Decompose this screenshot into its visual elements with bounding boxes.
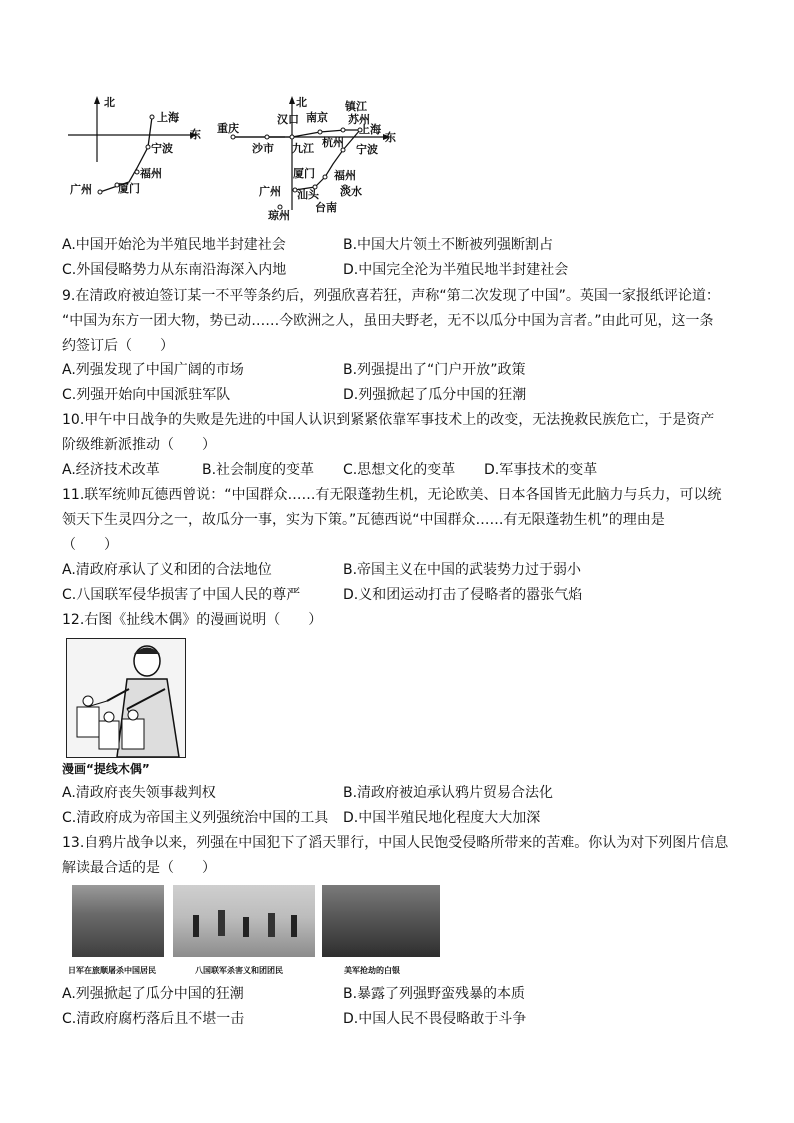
q13-option-d: D.中国人民不畏侵略敢于斗争 [343, 1011, 527, 1027]
q9-option-b: B.列强提出了“门户开放”政策 [343, 362, 526, 378]
map2-city: 南京 [306, 111, 328, 124]
photo-execution-figures [173, 885, 315, 957]
map2-city: 台南 [315, 201, 337, 214]
q8-option-c: C.外国侵略势力从东南沿海深入内地 [62, 262, 287, 278]
map2-east-label: 东 [385, 131, 396, 144]
q10-stem-line: 10.甲午中日战争的失败是先进的中国人认识到紧紧依靠军事技术上的改变，无法挽救民族危亡，于是资产 [62, 412, 715, 428]
map2-city: 宁波 [356, 143, 378, 156]
map1-city: 广州 [70, 183, 92, 196]
photo-caption: 美军抢劫的白银 [344, 966, 400, 975]
q12-option-b: B.清政府被迫承认鸦片贸易合法化 [343, 785, 554, 801]
q9-stem-line: 约签订后（ ） [62, 338, 174, 354]
q13-option-b: B.暴露了列强野蛮残暴的本质 [343, 986, 526, 1002]
photo-massacre [72, 885, 164, 957]
q9-stem-line: “中国为东方一团大物，势已动……今欧洲之人，虽田夫野老，无不以瓜分中国为言者。”由此可见，这一条 [62, 313, 714, 329]
q11-option-a: A.清政府承认了义和团的合法地位 [62, 562, 272, 578]
q12-option-a: A.清政府丧失领事裁判权 [62, 785, 216, 801]
q11-stem-line: （ ） [62, 537, 118, 553]
map2-city: 厦门 [293, 167, 315, 180]
q10-option-b: B.社会制度的变革 [202, 462, 315, 478]
map2-north-label: 北 [296, 96, 307, 109]
map1-east-label: 东 [190, 128, 201, 141]
map1-city: 福州 [140, 167, 162, 180]
map2-city: 汉口 [277, 113, 299, 126]
q8-option-a: A.中国开始沦为半殖民地半封建社会 [62, 237, 286, 253]
q10-option-c: C.思想文化的变革 [343, 462, 456, 478]
photo-execution [173, 885, 315, 957]
puppet-cartoon-drawing [67, 639, 185, 757]
map1-city: 宁波 [151, 142, 173, 155]
photo-caption: 日军在旅顺屠杀中国居民 [68, 966, 156, 975]
q10-option-d: D.军事技术的变革 [484, 462, 598, 478]
q12-option-d: D.中国半殖民地化程度大大加深 [343, 810, 541, 826]
q9-stem-line: 9.在清政府被迫签订某一不平等条约后，列强欣喜若狂，声称“第二次发现了中国”。英国一家报纸评论道： [62, 288, 720, 304]
map2-city: 沙市 [252, 142, 274, 155]
map2-city: 九江 [292, 142, 314, 155]
q11-option-b: B.帝国主义在中国的武装势力过于弱小 [343, 562, 582, 578]
map2-city: 广州 [259, 185, 281, 198]
q13-option-c: C.清政府腐朽落后且不堪一击 [62, 1011, 245, 1027]
map2-city: 汕头 [297, 188, 319, 201]
cartoon-caption: 漫画“提线木偶” [62, 762, 150, 776]
map1-city: 上海 [157, 111, 179, 124]
map1-north-label: 北 [104, 96, 115, 109]
q12-option-c: C.清政府成为帝国主义列强统治中国的工具 [62, 810, 329, 826]
q13-stem-line: 解读最合适的是（ ） [62, 860, 216, 876]
q8-option-d: D.中国完全沦为半殖民地半封建社会 [343, 262, 569, 278]
q12-stem: 12.右图《扯线木偶》的漫画说明（ ） [62, 612, 323, 628]
treaty-ports-map-1 [62, 92, 212, 217]
q11-option-d: D.义和团运动打击了侵略者的嚣张气焰 [343, 587, 583, 603]
map1-city: 厦门 [118, 182, 140, 195]
photo-caption: 八国联军杀害义和团团民 [195, 966, 283, 975]
photo-silver [322, 885, 440, 957]
map2-city: 杭州 [322, 136, 344, 149]
q13-stem-line: 13.自鸦片战争以来，列强在中国犯下了滔天罪行，中国人民饱受侵略所带来的苦难。你认为对下列图片信息 [62, 835, 729, 851]
q9-option-d: D.列强掀起了瓜分中国的狂潮 [343, 387, 527, 403]
q10-option-a: A.经济技术改革 [62, 462, 160, 478]
map2-city: 重庆 [217, 122, 239, 135]
q8-option-b: B.中国大片领土不断被列强断割占 [343, 237, 554, 253]
puppet-cartoon [66, 638, 186, 758]
map2-city: 苏州 [348, 113, 370, 126]
map2-city: 福州 [334, 169, 356, 182]
q9-option-c: C.列强开始向中国派驻军队 [62, 387, 231, 403]
q11-stem-line: 领天下生灵四分之一，故瓜分一事，实为下策。”瓦德西说“中国群众……有无限蓬勃生机”的理由是 [62, 512, 665, 528]
q13-option-a: A.列强掀起了瓜分中国的狂潮 [62, 986, 244, 1002]
q11-option-c: C.八国联军侵华损害了中国人民的尊严 [62, 587, 301, 603]
map2-city: 镇江 [345, 100, 367, 113]
map2-city: 淡水 [340, 185, 362, 198]
q11-stem-line: 11.联军统帅瓦德西曾说：“中国群众……有无限蓬勃生机，无论欧美、日本各国皆无此脑力与兵力，可以统 [62, 487, 722, 503]
map2-city: 琼州 [268, 209, 290, 222]
q9-option-a: A.列强发现了中国广阔的市场 [62, 362, 244, 378]
map2-city: 上海 [359, 123, 381, 136]
q10-stem-line: 阶级维新派推动（ ） [62, 437, 216, 453]
